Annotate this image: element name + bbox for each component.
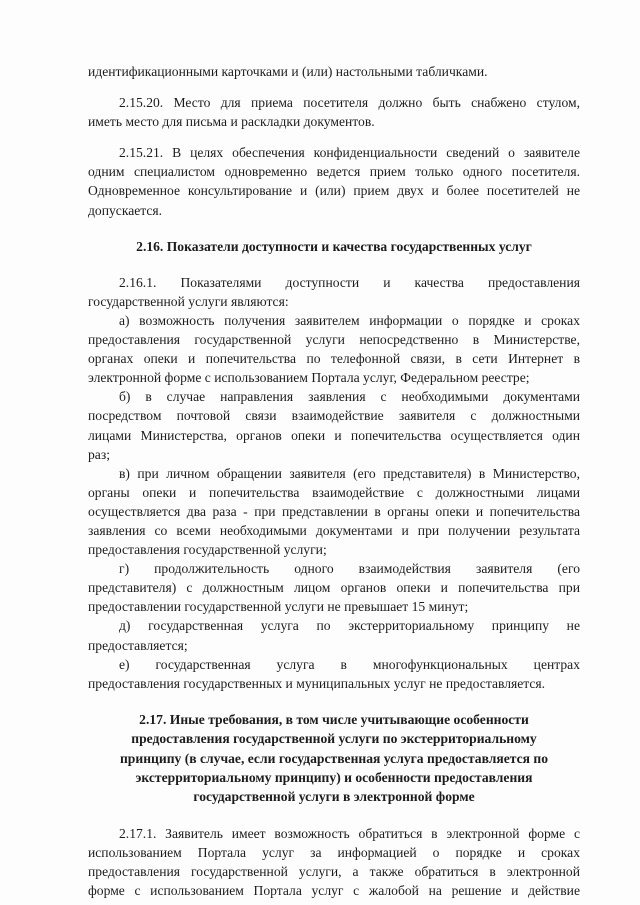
text-line: электронной форме с использованием Портала услуг, Федеральном реестре; (88, 370, 530, 386)
text-line: осуществляется два раза - при представлении в органы опеки и попечительства (88, 503, 580, 519)
text-line: б) в случае направления заявления с необходимыми документами (119, 389, 580, 405)
text-line: посредством почтовой связи взаимодействие заявителя с должностными (88, 408, 580, 424)
section-heading-2-17 (88, 710, 580, 807)
text-line: форме с использованием Портала услуг с жалобой на решение и действие (88, 883, 580, 899)
text-line: раз; (88, 446, 110, 462)
heading-line: экстерриториальному принципу) и особенности предоставления (135, 770, 533, 786)
text-line: Одновременное консультирование и (или) прием двух и более посетителей не (88, 183, 580, 199)
paragraph-2-15-21 (88, 143, 580, 219)
paragraph-continuation (88, 62, 580, 81)
text-line: в) при личном обращении заявителя (его представителя) в Министерство, (119, 465, 580, 481)
heading-line: принципу (в случае, если государственная услуга предоставляется по (119, 750, 549, 766)
list-item-b (88, 387, 580, 463)
list-item-d (88, 616, 580, 654)
text-line: органы опеки и попечительства взаимодействие с должностными лицами (88, 484, 580, 500)
text-line: предоставления государственных и муниципальных услуг не предоставляется. (88, 675, 546, 691)
text-line: 2.17.1. Заявитель имеет возможность обратиться в электронной форме с (119, 825, 580, 841)
list-item-g (88, 559, 580, 616)
text-line: 2.15.21. В целях обеспечения конфиденциальности сведений о заявителе (119, 145, 580, 161)
list-item-a (88, 311, 580, 387)
text-line: допускается. (88, 202, 163, 218)
text-line: органах опеки и попечительства по телефонной связи, в сети Интернет в (88, 351, 580, 367)
list-item-v (88, 464, 580, 559)
list-item-e (88, 655, 580, 693)
text-line: г) продолжительность одного взаимодействия заявителя (его (119, 561, 580, 577)
text-line: а) возможность получения заявителем информации о порядке и сроках (119, 312, 580, 328)
text-line: предоставления государственной услуги, а также обратиться в электронной (88, 864, 580, 880)
text-line: заявления со всеми необходимыми документами и при получении результата (88, 522, 580, 538)
text-line: государственной услуги являются: (88, 293, 289, 309)
text-line: идентификационными карточками и (или) настольными табличками. (88, 64, 488, 79)
text-line: иметь место для письма и раскладки документов. (88, 114, 375, 130)
paragraph-2-15-20 (88, 93, 580, 131)
heading-line: государственной услуги в электронной форме (193, 789, 475, 805)
text-line: лицами Министерства, органов опеки и попечительства осуществляется один (88, 427, 580, 443)
text-line: предоставлении государственной услуги не превышает 15 минут; (88, 599, 469, 615)
text-line: одним специалистом одновременно ведется прием только одного посетителя. (88, 164, 580, 180)
text-line: е) государственная услуга в многофункциональных центрах (119, 656, 580, 672)
heading-line: 2.17. Иные требования, в том числе учитывающие особенности (139, 711, 529, 727)
section-heading-2-16: 2.16. Показатели доступности и качества государственных услуг (136, 238, 532, 254)
text-line: предоставления государственной услуги; (88, 542, 327, 558)
heading-line: предоставления государственной услуги по экстерриториальному (131, 731, 537, 747)
text-line: 2.15.20. Место для приема посетителя должно быть снабжено стулом, (119, 95, 580, 111)
paragraph-2-16-1 (88, 273, 580, 311)
text-line: предоставляется; (88, 637, 188, 653)
text-line: использованием Портала услуг за информацией о порядке и сроках (88, 844, 580, 860)
text-line: представителя) с должностным лицом органов опеки и попечительства при (88, 580, 580, 596)
paragraph-2-17-1 (88, 824, 580, 900)
document-body (88, 62, 580, 900)
text-line: 2.16.1. Показателями доступности и качества предоставления (119, 274, 580, 290)
text-line: д) государственная услуга по экстерриториальному принципу не (119, 618, 580, 634)
text-line: предоставления государственной услуги непосредственно в Министерстве, (88, 332, 580, 348)
